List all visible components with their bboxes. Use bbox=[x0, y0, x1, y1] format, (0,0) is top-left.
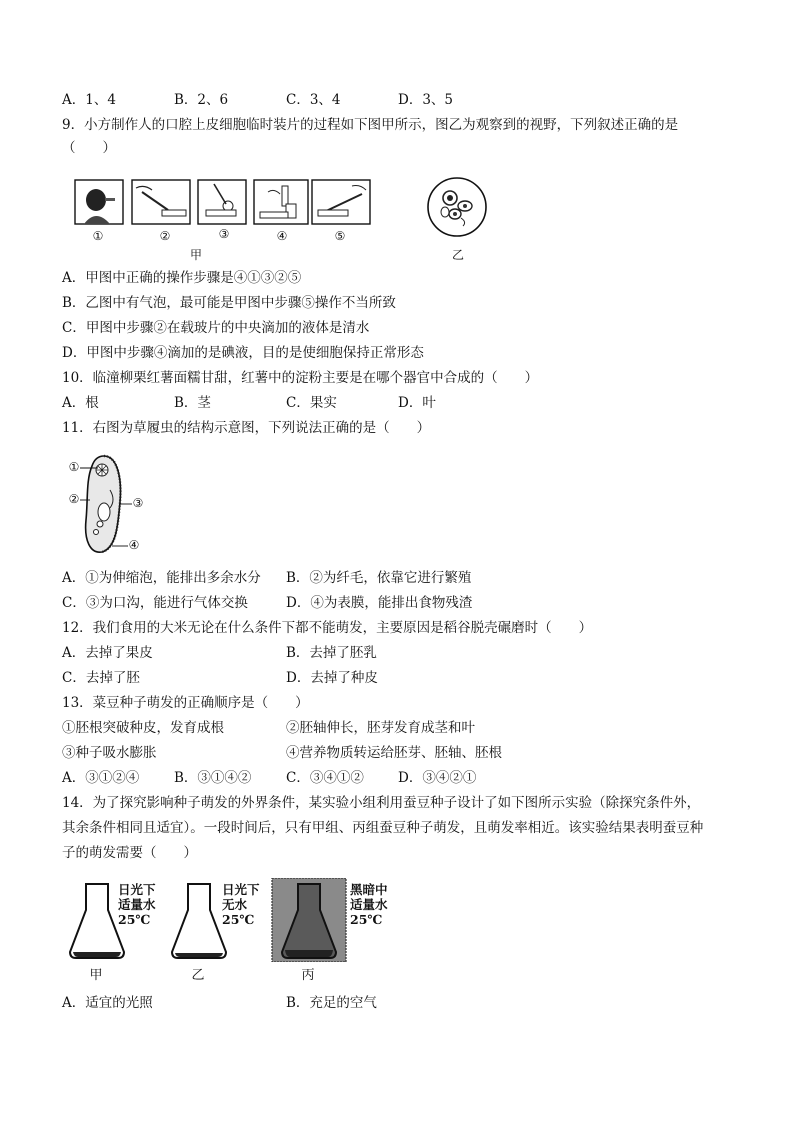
flask-jia-name: 甲 bbox=[89, 968, 103, 983]
q8-option-d: D．3、5 bbox=[398, 92, 454, 108]
q14-stem-line-3: 子的萌发需要（ ） bbox=[62, 845, 197, 861]
step-5-panel bbox=[312, 180, 370, 224]
step-2-label: ② bbox=[159, 229, 171, 243]
flask-jia-label bbox=[118, 882, 156, 927]
q13-option-a: A．③①②④ bbox=[62, 770, 140, 786]
figure-yi-caption: 乙 bbox=[451, 248, 464, 262]
q13-stem: 13．菜豆种子萌发的正确顺序是（ ） bbox=[62, 695, 309, 711]
flask-yi-line-3: 25℃ bbox=[222, 912, 255, 927]
flask-jia-line-2: 适量水 bbox=[118, 897, 156, 912]
flask-yi-name: 乙 bbox=[191, 968, 205, 983]
q14-stem-line-1: 14．为了探究影响种子萌发的外界条件，某实验小组利用蚕豆种子设计了如下图所示实验（除探究条件外， bbox=[62, 795, 701, 811]
q8-option-c: C．3、4 bbox=[286, 92, 341, 108]
step-5-label: ⑤ bbox=[334, 229, 346, 243]
q10-option-b: B．茎 bbox=[174, 395, 211, 411]
q11-option-d: D．④为表膜，能排出食物残渣 bbox=[286, 595, 473, 611]
q10-option-d: D．叶 bbox=[398, 395, 436, 411]
step-4-panel bbox=[254, 180, 308, 224]
flask-yi bbox=[172, 884, 226, 958]
flask-jia-line-1: 日光下 bbox=[118, 882, 156, 897]
q13-step-4: ④营养物质转运给胚芽、胚轴、胚根 bbox=[286, 745, 502, 761]
paramecium-label-3: ③ bbox=[132, 496, 144, 510]
paramecium-label-1: ① bbox=[68, 460, 80, 474]
q13-step-2: ②胚轴伸长，胚芽发育成茎和叶 bbox=[286, 720, 475, 736]
flask-bing-label bbox=[350, 882, 388, 927]
q13-step-3: ③种子吸水膨胀 bbox=[62, 745, 157, 761]
q9-option-d: D．甲图中步骤④滴加的是碘液，目的是使细胞保持正常形态 bbox=[62, 345, 424, 361]
q10-stem: 10．临潼柳栗红薯面糯甘甜，红薯中的淀粉主要是在哪个器官中合成的（ ） bbox=[62, 370, 539, 386]
flask-bing-dark-box bbox=[272, 878, 346, 962]
q11-option-b: B．②为纤毛，依靠它进行繁殖 bbox=[286, 570, 472, 586]
flask-bing-line-2: 适量水 bbox=[350, 897, 388, 912]
q13-option-d: D．③④②① bbox=[398, 770, 477, 786]
flask-yi-label bbox=[222, 882, 260, 927]
q12-stem: 12．我们食用的大米无论在什么条件下都不能萌发，主要原因是稻谷脱壳碾磨时（ ） bbox=[62, 620, 593, 636]
flask-jia-line-3: 25℃ bbox=[118, 912, 151, 927]
q9-option-a: A．甲图中正确的操作步骤是④①③②⑤ bbox=[62, 270, 302, 286]
q11-option-a: A．①为伸缩泡，能排出多余水分 bbox=[62, 570, 261, 586]
q8-option-a: A．1、4 bbox=[62, 92, 116, 108]
q14-option-a: A．适宜的光照 bbox=[62, 995, 153, 1011]
q12-option-a: A．去掉了果皮 bbox=[62, 645, 153, 661]
flask-yi-line-2: 无水 bbox=[222, 897, 248, 912]
paramecium-label-4: ④ bbox=[128, 538, 140, 552]
paramecium-label-2: ② bbox=[68, 492, 80, 506]
flask-bing-line-1: 黑暗中 bbox=[350, 882, 388, 897]
figure-jia-caption: 甲 bbox=[189, 248, 202, 262]
q9-stem: 9．小方制作人的口腔上皮细胞临时装片的过程如下图甲所示，图乙为观察到的视野，下列叙述正确的是 bbox=[62, 117, 679, 133]
step-2-panel bbox=[132, 180, 190, 224]
step-3-panel bbox=[198, 180, 246, 224]
q14-option-b: B．充足的空气 bbox=[286, 995, 377, 1011]
q9-paren: （ ） bbox=[62, 140, 116, 156]
q10-option-a: A．根 bbox=[62, 395, 99, 411]
q12-option-c: C．去掉了胚 bbox=[62, 670, 140, 686]
q8-option-b: B．2、6 bbox=[174, 92, 229, 108]
q10-option-c: C．果实 bbox=[286, 395, 337, 411]
q12-option-b: B．去掉了胚乳 bbox=[286, 645, 377, 661]
flask-bing-line-3: 25℃ bbox=[350, 912, 383, 927]
q12-option-d: D．去掉了种皮 bbox=[286, 670, 378, 686]
step-1-panel bbox=[75, 180, 123, 224]
flask-bing-name: 丙 bbox=[301, 968, 315, 983]
q11-option-c: C．③为口沟，能进行气体交换 bbox=[62, 595, 248, 611]
q14-stem-line-2: 其余条件相同且适宜）。一段时间后，只有甲组、丙组蚕豆种子萌发，且萌发率相近。该实验结果表明蚕豆种 bbox=[62, 820, 704, 836]
q9-option-c: C．甲图中步骤②在载玻片的中央滴加的液体是清水 bbox=[62, 320, 370, 336]
q9-figure-yi bbox=[425, 176, 491, 240]
step-4-label: ④ bbox=[276, 229, 288, 243]
q13-option-b: B．③①④② bbox=[174, 770, 252, 786]
q9-option-b: B．乙图中有气泡，最可能是甲图中步骤⑤操作不当所致 bbox=[62, 295, 396, 311]
q13-step-1: ①胚根突破种皮，发育成根 bbox=[62, 720, 224, 736]
step-1-label: ① bbox=[92, 229, 104, 243]
q13-option-c: C．③④①② bbox=[286, 770, 364, 786]
step-3-label: ③ bbox=[218, 227, 230, 241]
flask-yi-line-1: 日光下 bbox=[222, 882, 260, 897]
flask-jia bbox=[70, 884, 124, 958]
q11-stem: 11．右图为草履虫的结构示意图，下列说法正确的是（ ） bbox=[62, 420, 431, 436]
